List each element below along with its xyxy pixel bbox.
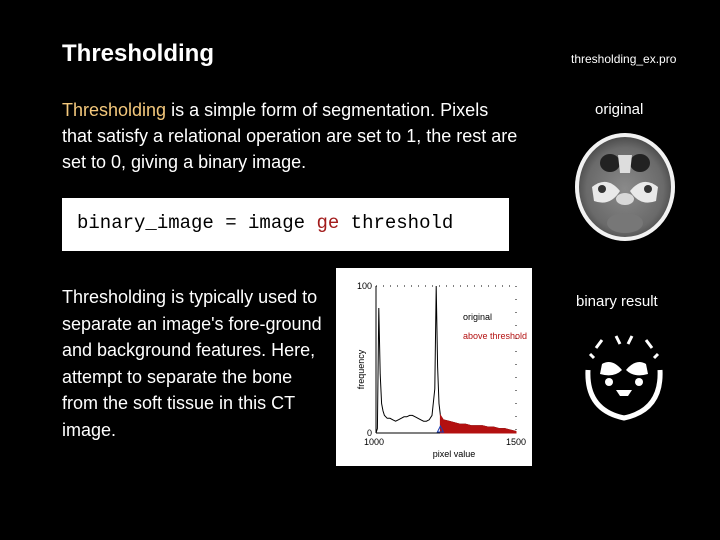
intro-highlight: Thresholding bbox=[62, 100, 167, 120]
y-tick-label: 100 bbox=[356, 281, 372, 291]
original-label: original bbox=[595, 101, 644, 118]
code-keyword: ge bbox=[316, 212, 340, 234]
ct-original-image bbox=[572, 125, 678, 245]
code-box bbox=[62, 198, 509, 251]
histogram-chart bbox=[336, 268, 532, 466]
ct-binary-image bbox=[582, 330, 666, 422]
x-tick-label: 1500 bbox=[505, 437, 527, 447]
description-paragraph: Thresholding is typically used to separate an image's fore-ground and background features. Here, attempt to separate the bone from the soft tissue in this CT image. bbox=[62, 287, 322, 440]
y-tick-label: 0 bbox=[366, 428, 372, 438]
code-part2: threshold bbox=[339, 212, 454, 234]
intro-text: is a simple form of segmentation. Pixels that satisfy a relational operation are set to 1, the rest are set to 0, giving a binary image. bbox=[62, 100, 518, 172]
intro-paragraph bbox=[62, 97, 522, 175]
x-axis-label: pixel value bbox=[432, 449, 476, 459]
x-tick-label: 1000 bbox=[363, 437, 385, 447]
legend-above-threshold: above threshold bbox=[463, 331, 528, 341]
code-part1: binary_image = image bbox=[77, 212, 317, 234]
binary-result-label: binary result bbox=[576, 293, 658, 310]
legend-original: original bbox=[463, 312, 493, 322]
slide-title: Thresholding bbox=[62, 40, 214, 67]
filename-label: thresholding_ex.pro bbox=[571, 52, 677, 66]
y-axis-label: frequency bbox=[356, 349, 366, 390]
